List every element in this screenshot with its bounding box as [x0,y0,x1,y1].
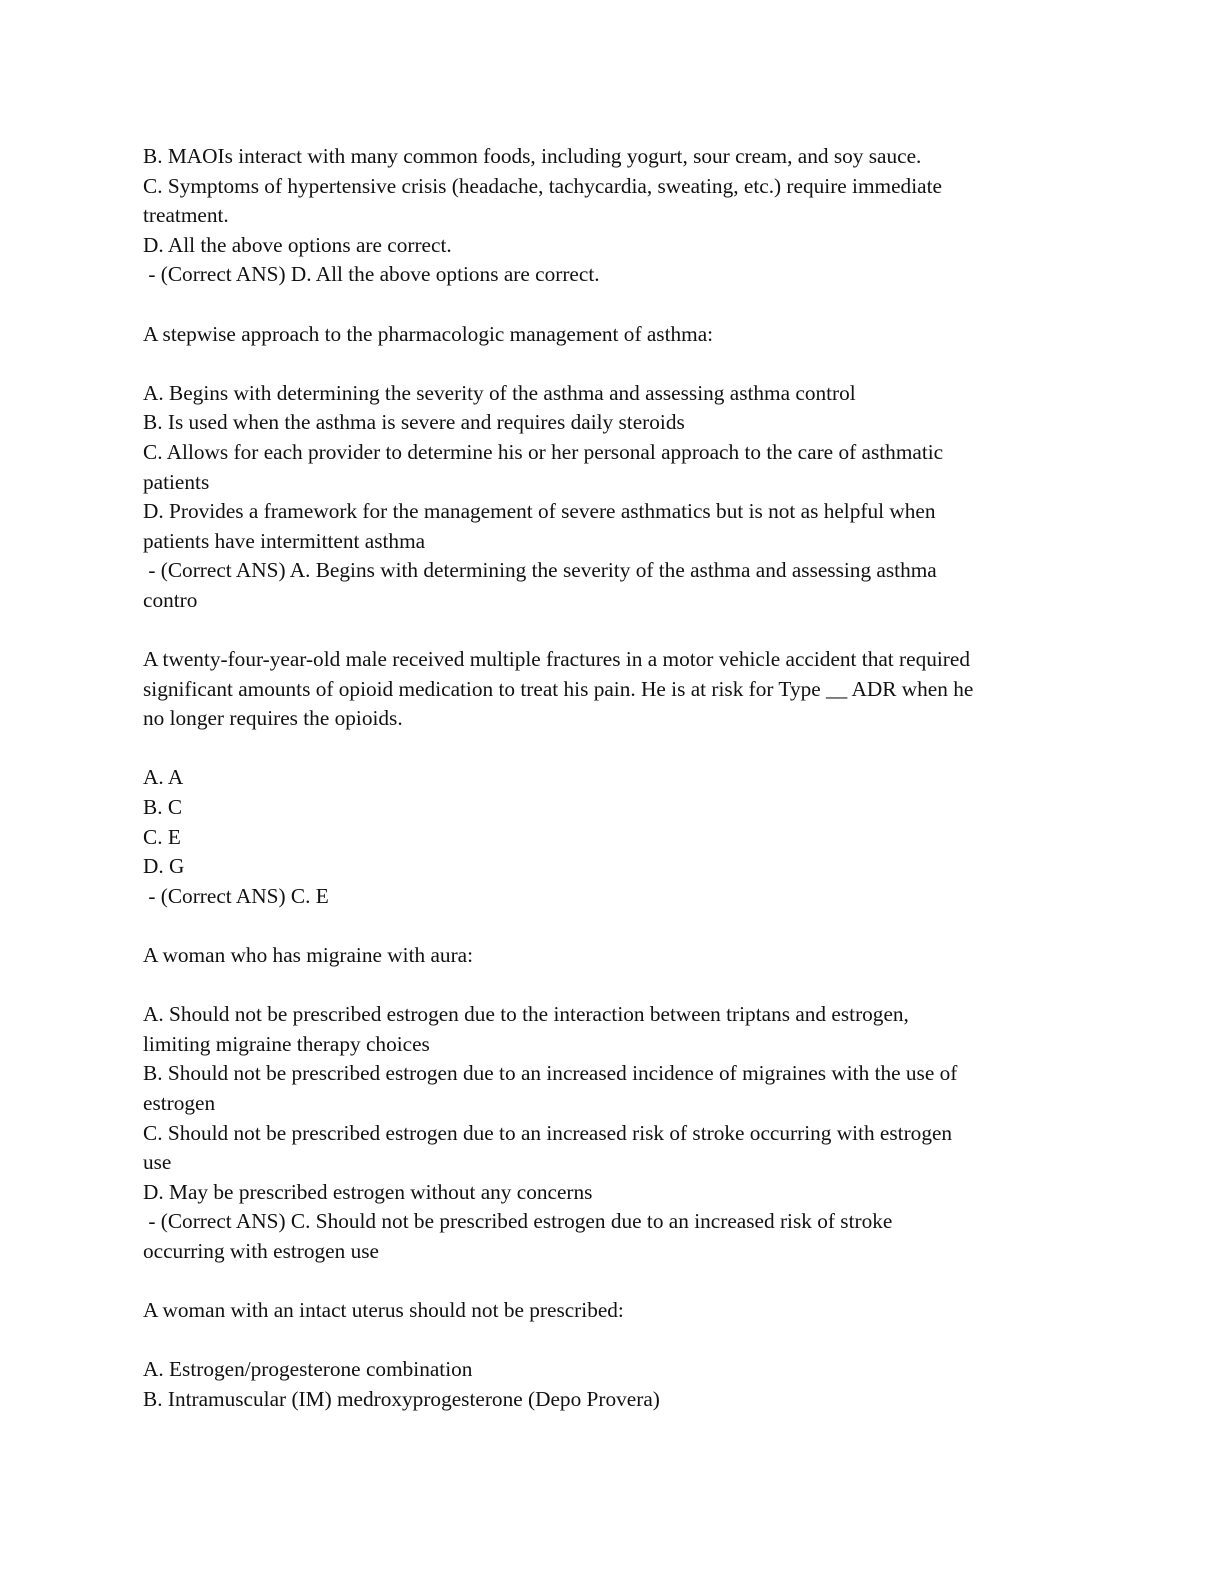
correct-answer: - (Correct ANS) A. Begins with determining the severity of the asthma and assessing asthma contro [143,558,937,612]
spacer [143,734,1083,764]
answer-option: A. Estrogen/progesterone combination [143,1357,473,1382]
answer-option: A. Should not be prescribed estrogen due to the interaction between triptans and estrogen, limiting migraine therapy choices [143,1002,909,1056]
answer-option: C. Should not be prescribed estrogen due to an increased risk of stroke occurring with estrogen use [143,1120,953,1175]
answer-option: C. Allows for each provider to determine his or her personal approach to the care of asthmatic patients [143,439,944,494]
correct-answer: - (Correct ANS) D. All the above options are correct. [143,262,600,287]
answer-option: B. MAOIs interact with many common foods, including yogurt, sour cream, and soy sauce. [143,144,922,168]
spacer [143,349,1083,379]
spacer [143,1267,1083,1297]
question-block [143,320,1083,616]
answer-option: B. Should not be prescribed estrogen due to an increased incidence of migraines with the use of estrogen [143,1061,958,1115]
answer-option: D. May be prescribed estrogen without any concerns [143,1179,593,1204]
answer-option: D. G [143,854,185,879]
correct-answer: - (Correct ANS) C. E [143,883,329,908]
document-page [143,142,1083,1415]
spacer [143,616,1083,646]
question-text: A woman who has migraine with aura: [143,943,474,968]
question-text: A twenty-four-year-old male received multiple fractures in a motor vehicle accident that required significant amounts of opioid medication to treat his pain. He is at risk for Type __ ADR when he no longer requires the opioids. [143,647,974,731]
question-block [143,645,1083,911]
answer-option: D. Provides a framework for the management of severe asthmatics but is not as helpful when patients have intermittent asthma [143,499,936,553]
question-block [143,1296,1083,1414]
answer-option: C. Symptoms of hypertensive crisis (headache, tachycardia, sweating, etc.) require immediate treatment. [143,173,942,228]
answer-option: B. C [143,795,183,820]
answer-option: B. Is used when the asthma is severe and requires daily steroids [143,410,685,435]
question-block [143,941,1083,1267]
answer-option: B. Intramuscular (IM) medroxyprogesterone (Depo Provera) [143,1386,660,1411]
question-block [143,142,1083,290]
correct-answer: - (Correct ANS) C. Should not be prescribed estrogen due to an increased risk of stroke occurring with estrogen use [143,1209,893,1263]
spacer [143,1326,1083,1356]
spacer [143,290,1083,320]
question-text: A woman with an intact uterus should not be prescribed: [143,1298,624,1323]
question-text: A stepwise approach to the pharmacologic management of asthma: [143,321,714,346]
answer-option: D. All the above options are correct. [143,232,452,257]
answer-option: C. E [143,824,181,849]
answer-option: A. Begins with determining the severity of the asthma and assessing asthma control [143,380,856,405]
answer-option: A. A [143,765,184,790]
spacer [143,911,1083,941]
spacer [143,971,1083,1001]
